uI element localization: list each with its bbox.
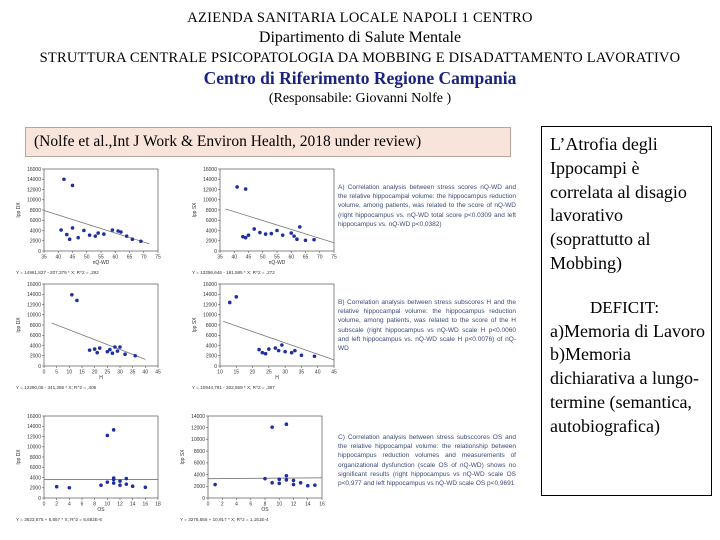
y-tick-label: 10000: [27, 444, 41, 451]
y-tick-label: 10000: [203, 197, 217, 204]
x-tick-label: 70: [140, 254, 147, 261]
data-point: [281, 233, 285, 237]
data-point: [116, 349, 120, 353]
x-tick-label: 6: [249, 501, 253, 508]
data-point: [88, 348, 92, 352]
y-tick-label: 10000: [191, 437, 205, 444]
y-tick-label: 12000: [191, 425, 205, 432]
data-point: [292, 234, 296, 238]
x-tick-label: 60: [288, 254, 295, 261]
y-tick-label: 10000: [203, 312, 217, 319]
y-tick-label: 8000: [29, 454, 41, 461]
x-tick-label: 12: [290, 501, 297, 508]
deficit-title: DEFICIT:: [590, 297, 660, 317]
y-tick-label: 12000: [203, 302, 217, 309]
y-tick-label: 2000: [29, 238, 41, 245]
x-tick-label: 14: [129, 501, 136, 508]
x-tick-label: 10: [217, 369, 223, 376]
data-point: [257, 348, 261, 352]
y-tick-label: 14000: [191, 413, 205, 420]
data-point: [119, 230, 123, 234]
y-tick-label: 8000: [29, 322, 41, 329]
y-tick-label: 16000: [203, 281, 217, 288]
data-point: [234, 295, 238, 299]
description-c: C) Correlation analysis between stress subsccores OS and the relative hippocampal volume: the relationship between hippocampus reduction volumes and measurements of organizational dysfunction (scale OS of nQ-WD) shows no significant results (right hippocampus vs nQ-WD scale OS p<0,977 and left hippocampus vs nQ-WD scale OS p<0,9691: [338, 434, 516, 488]
x-tick-label: 75: [155, 254, 161, 261]
data-point: [292, 483, 296, 487]
y-tick-label: 14000: [27, 292, 41, 299]
plot-frame: [44, 169, 158, 251]
y-tick-label: 4000: [29, 228, 41, 235]
regression-equation: Y = 13256,646 - 181,585 * X; R^2 = ,272: [192, 270, 275, 275]
data-point: [76, 236, 80, 240]
y-axis-label: Ipp DX: [16, 202, 22, 218]
data-point: [293, 349, 297, 353]
data-point: [95, 351, 99, 355]
x-tick-label: 45: [245, 254, 252, 261]
y-tick-label: 0: [214, 248, 217, 255]
x-axis-label: OS: [97, 507, 105, 513]
x-tick-label: 50: [259, 254, 266, 261]
y-tick-label: 4000: [29, 343, 41, 350]
y-tick-label: 12000: [27, 302, 41, 309]
x-tick-label: 65: [302, 254, 309, 261]
data-point: [244, 236, 248, 240]
data-point: [275, 229, 279, 233]
data-point: [106, 480, 110, 484]
data-point: [277, 477, 281, 481]
y-tick-label: 0: [202, 495, 205, 502]
deficit-item-a: a)Memoria di Lavoro: [550, 320, 705, 341]
data-point: [118, 345, 122, 349]
data-point: [123, 352, 127, 356]
data-point: [228, 301, 232, 305]
x-tick-label: 50: [83, 254, 90, 261]
deficit-item-b: b)Memoria dichiarativa a lungo-termine (semantica, autobiografica): [550, 344, 699, 436]
data-point: [304, 238, 308, 242]
x-tick-label: 6: [80, 501, 84, 508]
data-point: [144, 485, 148, 489]
y-tick-label: 2000: [193, 484, 205, 491]
data-point: [96, 231, 100, 235]
data-point: [299, 481, 303, 485]
data-point: [131, 484, 135, 488]
x-tick-label: 15: [79, 369, 85, 376]
data-point: [111, 351, 115, 355]
y-tick-label: 0: [38, 363, 41, 370]
y-tick-label: 14000: [203, 177, 217, 184]
x-tick-label: 5: [55, 369, 59, 376]
data-point: [289, 231, 293, 235]
data-point: [274, 346, 278, 350]
data-point: [75, 299, 79, 303]
x-tick-label: 10: [66, 369, 73, 376]
data-point: [68, 486, 72, 490]
data-point: [113, 345, 117, 349]
data-point: [71, 226, 75, 230]
x-tick-label: 2: [220, 501, 224, 508]
data-point: [292, 479, 296, 483]
data-point: [131, 237, 135, 241]
x-tick-label: 16: [319, 501, 325, 508]
x-tick-label: 12: [117, 501, 123, 508]
description-a: A) Correlation analysis between stress scores nQ-WD and the relative hippocampal volume: the hippocampus reduction volume, among patients, was related to the score of nQ-WD (right hippocampus vs. nQ-WD total score p<0.0309 and left hippocampus vs. nQ-WD p<0.0382): [338, 184, 516, 228]
x-tick-label: 16: [142, 501, 149, 508]
data-point: [118, 483, 122, 487]
data-point: [264, 232, 268, 236]
x-tick-label: 40: [231, 254, 238, 261]
data-point: [285, 478, 289, 482]
y-tick-label: 12000: [203, 187, 217, 194]
x-tick-label: 4: [67, 501, 71, 508]
plot-frame: [208, 416, 322, 498]
sidebar-summary: [541, 126, 712, 496]
data-point: [108, 348, 112, 352]
data-point: [139, 239, 143, 243]
scatter-chart-a-left: [14, 163, 164, 275]
y-tick-label: 16000: [27, 413, 41, 420]
y-tick-label: 2000: [29, 485, 41, 492]
y-tick-label: 10000: [27, 312, 41, 319]
y-tick-label: 6000: [29, 465, 41, 472]
data-point: [295, 237, 299, 241]
citation-box: (Nolfe et al.,Int J Work & Environ Health, 2018 under review): [25, 127, 511, 157]
plot-frame: [220, 169, 334, 251]
x-axis-label: H: [99, 375, 103, 381]
x-tick-label: 4: [235, 501, 238, 508]
y-tick-label: 4000: [193, 472, 205, 479]
data-point: [99, 483, 103, 487]
data-point: [125, 477, 129, 481]
x-tick-label: 55: [274, 254, 280, 261]
data-point: [59, 228, 63, 232]
regression-equation: Y = 14961,827 - 207,379 * X; R^2 = ,292: [16, 270, 99, 275]
x-tick-label: 45: [331, 369, 337, 376]
data-point: [112, 476, 116, 480]
data-point: [285, 474, 289, 478]
data-point: [55, 485, 59, 489]
data-point: [93, 347, 97, 351]
x-tick-label: 8: [263, 501, 267, 508]
header-org-name: AZIENDA SANITARIA LOCALE NAPOLI 1 CENTRO: [187, 10, 533, 26]
x-tick-label: 18: [155, 501, 161, 508]
data-point: [70, 293, 74, 297]
x-tick-label: 70: [316, 254, 323, 261]
data-point: [244, 187, 248, 191]
y-tick-label: 4000: [205, 228, 217, 235]
y-axis-label: Ipp SX: [192, 317, 198, 333]
y-tick-label: 16000: [27, 281, 41, 288]
y-tick-label: 12000: [27, 187, 41, 194]
y-tick-label: 12000: [27, 434, 41, 441]
data-point: [283, 350, 287, 354]
data-point: [213, 483, 217, 487]
data-point: [133, 354, 137, 358]
data-point: [290, 351, 294, 355]
header-department: Dipartimento di Salute Mentale: [258, 29, 462, 46]
x-tick-label: 0: [42, 369, 46, 376]
data-point: [300, 353, 304, 357]
x-tick-label: 40: [314, 369, 321, 376]
data-point: [68, 237, 72, 241]
x-axis-label: H: [275, 375, 279, 381]
data-point: [270, 232, 274, 236]
x-tick-label: 35: [41, 254, 47, 261]
data-point: [270, 425, 274, 429]
data-point: [125, 234, 129, 238]
data-point: [277, 482, 281, 486]
data-point: [263, 477, 267, 481]
y-tick-label: 2000: [29, 353, 41, 360]
data-point: [252, 227, 256, 231]
data-point: [235, 185, 239, 189]
y-tick-label: 16000: [203, 166, 217, 173]
x-tick-label: 0: [42, 501, 46, 508]
x-tick-label: 40: [55, 254, 62, 261]
data-point: [306, 484, 310, 488]
y-axis-label: Ipp DX: [16, 449, 22, 465]
data-point: [312, 238, 316, 242]
data-point: [247, 233, 251, 237]
scatter-chart-b-left: [14, 278, 164, 390]
x-tick-label: 14: [304, 501, 311, 508]
y-tick-label: 0: [38, 495, 41, 502]
y-tick-label: 2000: [205, 353, 217, 360]
x-tick-label: 30: [282, 369, 288, 376]
x-tick-label: 40: [142, 369, 149, 376]
header-structure: STRUTTURA CENTRALE PSICOPATOLOGIA DA MOBBING E DISADATTAMENTO LAVORATIVO: [39, 50, 681, 66]
header-responsible: (Responsabile: Giovanni Nolfe ): [268, 91, 452, 106]
y-axis-label: Ipp DX: [16, 317, 22, 333]
y-tick-label: 8000: [205, 207, 217, 214]
y-tick-label: 8000: [29, 207, 41, 214]
x-axis-label: nQ-WD: [268, 260, 286, 266]
data-point: [112, 428, 116, 432]
x-tick-label: 20: [91, 369, 98, 376]
data-point: [88, 233, 92, 237]
y-tick-label: 14000: [27, 177, 41, 184]
sidebar-finding: L’Atrofia degli Ippocampi è correlata al disagio lavorativo (soprattutto al Mobbing): [550, 134, 687, 273]
data-point: [285, 422, 289, 426]
plot-frame: [44, 284, 158, 366]
y-tick-label: 6000: [29, 218, 41, 225]
data-point: [267, 347, 271, 351]
data-point: [98, 346, 102, 350]
data-point: [313, 354, 317, 358]
x-tick-label: 8: [93, 501, 97, 508]
y-tick-label: 2000: [205, 238, 217, 245]
data-point: [258, 231, 262, 235]
y-tick-label: 6000: [205, 333, 217, 340]
y-axis-label: Ipp SX: [180, 449, 186, 465]
data-point: [94, 234, 98, 238]
data-point: [62, 177, 66, 181]
y-tick-label: 6000: [205, 218, 217, 225]
x-tick-label: 45: [155, 369, 161, 376]
data-point: [65, 233, 69, 237]
y-tick-label: 0: [38, 248, 41, 255]
regression-equation: Y = 3276,555 + 10,917 * X; R^2 = 1,151E-4: [180, 517, 269, 522]
x-tick-label: 10: [104, 501, 111, 508]
data-point: [112, 481, 116, 485]
data-point: [280, 343, 284, 347]
y-tick-label: 14000: [27, 424, 41, 431]
x-tick-label: 65: [126, 254, 133, 261]
x-tick-label: 75: [331, 254, 337, 261]
data-point: [277, 349, 281, 353]
data-point: [298, 225, 302, 229]
header-center: Centro di Riferimento Regione Campania: [203, 68, 517, 88]
x-tick-label: 35: [217, 254, 223, 261]
data-point: [118, 479, 122, 483]
regression-line: [223, 321, 334, 359]
regression-equation: Y = 10944,781 - 302,559 * X; R^2 = ,387: [192, 385, 275, 390]
y-tick-label: 16000: [27, 166, 41, 173]
scatter-chart-b-right: [190, 278, 340, 390]
y-tick-label: 14000: [203, 292, 217, 299]
y-tick-label: 10000: [27, 197, 41, 204]
data-point: [261, 351, 265, 355]
x-tick-label: 10: [276, 501, 283, 508]
x-axis-label: nQ-WD: [92, 260, 110, 266]
x-axis-label: OS: [261, 507, 269, 513]
data-point: [313, 483, 317, 487]
regression-equation: Y = 3623,575 + 6,657 * X; R^2 = 5,682E-6: [16, 517, 102, 522]
x-tick-label: 2: [55, 501, 59, 508]
scatter-chart-a-right: [190, 163, 340, 275]
data-point: [111, 228, 115, 232]
x-tick-label: 35: [298, 369, 305, 376]
data-point: [71, 184, 75, 188]
y-tick-label: 6000: [29, 333, 41, 340]
data-point: [82, 229, 86, 233]
y-tick-label: 4000: [205, 343, 217, 350]
x-tick-label: 0: [206, 501, 210, 508]
x-tick-label: 60: [112, 254, 119, 261]
scatter-chart-c-left: [14, 410, 164, 522]
x-tick-label: 55: [98, 254, 104, 261]
data-point: [264, 352, 268, 356]
x-tick-label: 25: [266, 369, 272, 376]
regression-equation: Y = 12290,05 - 341,356 * X; R^2 = ,406: [16, 385, 97, 390]
y-tick-label: 4000: [29, 475, 41, 482]
data-point: [270, 481, 274, 485]
x-tick-label: 20: [249, 369, 256, 376]
y-axis-label: Ipp SX: [192, 202, 198, 218]
x-tick-label: 30: [117, 369, 123, 376]
y-tick-label: 6000: [193, 460, 205, 467]
x-tick-label: 15: [233, 369, 240, 376]
data-point: [102, 232, 106, 236]
y-tick-label: 8000: [193, 448, 205, 455]
y-tick-label: 8000: [205, 322, 217, 329]
data-point: [125, 482, 129, 486]
x-tick-label: 45: [69, 254, 76, 261]
description-b: B) Correlation analysis between stress subscores H and the relative hippocampal volume: the hippocampus reduction volume, among patients, was related to the score of the H subscale (right hippocampus vs nQ-WD scale H p<0.0060 and left hippocampus vs. nQ-WD scale H p<0.0076) of nQ-WD: [338, 299, 516, 353]
data-point: [106, 434, 110, 438]
x-tick-label: 25: [104, 369, 111, 376]
y-tick-label: 0: [214, 363, 217, 370]
x-tick-label: 35: [129, 369, 136, 376]
scatter-chart-c-right: [178, 410, 328, 522]
